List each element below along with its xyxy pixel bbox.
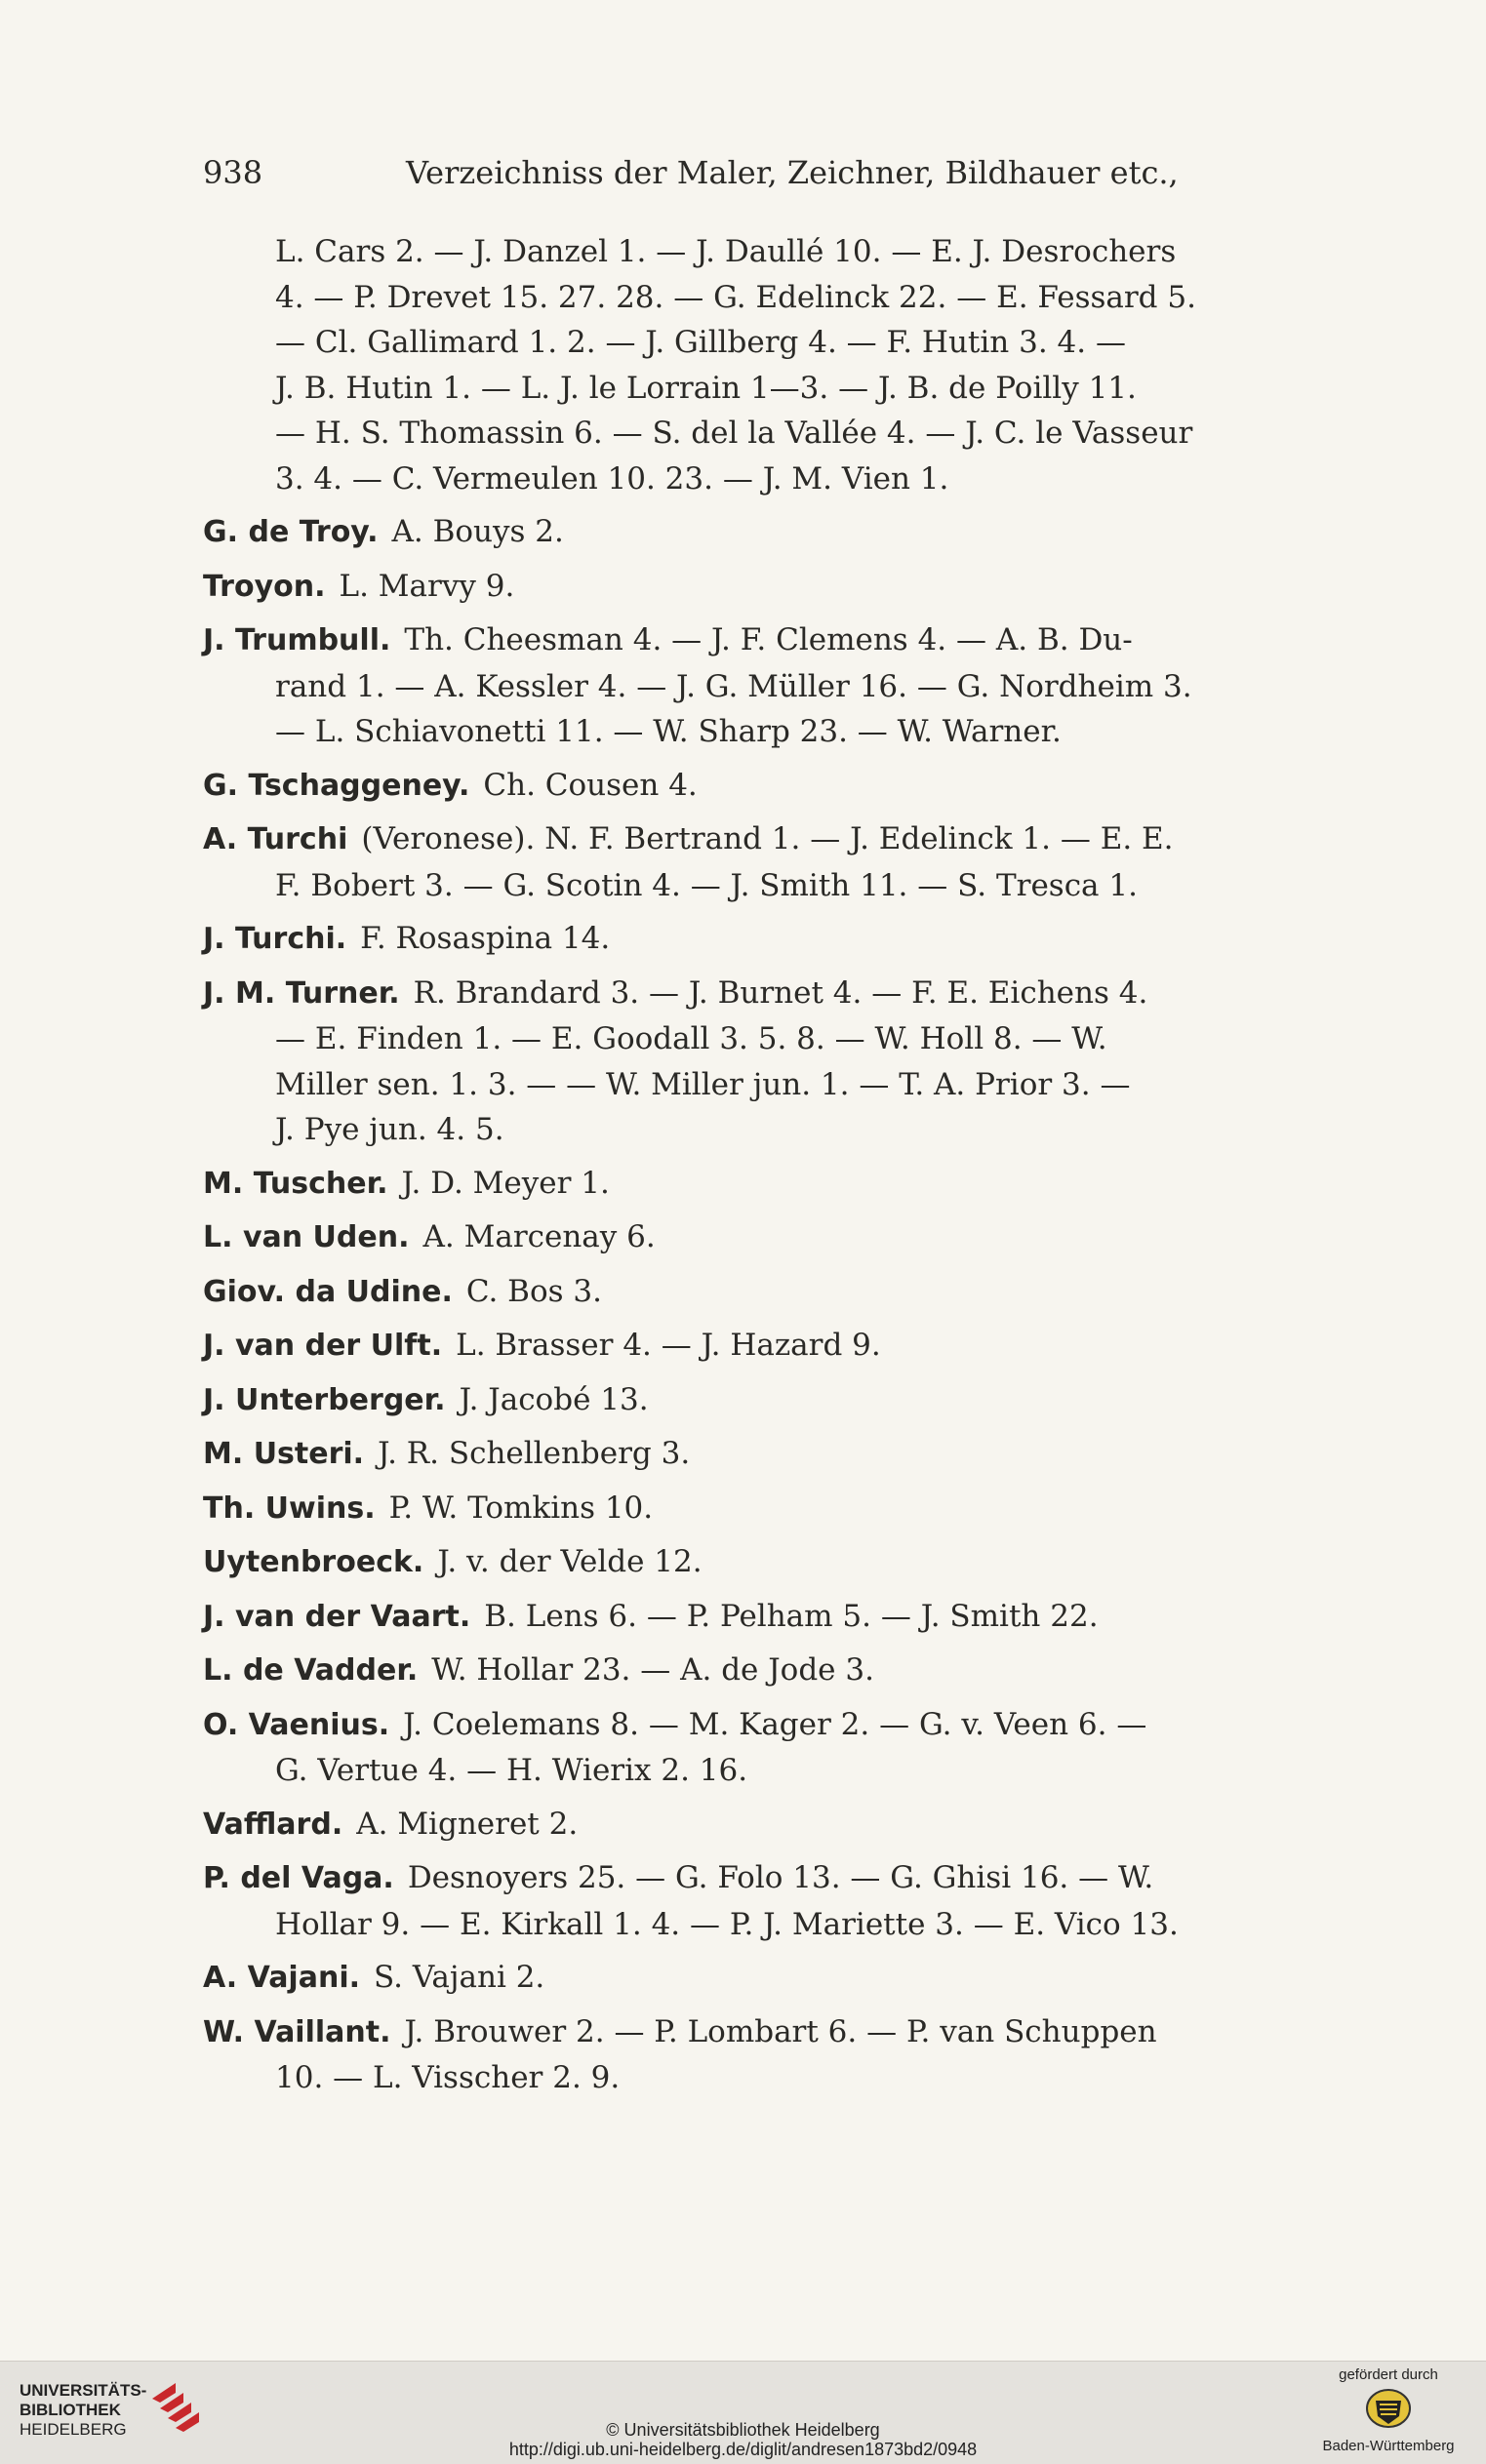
entry-line bbox=[203, 1107, 1315, 1153]
entry-line bbox=[203, 1855, 1315, 1902]
funded-by-label: gefördert durch bbox=[1339, 2366, 1438, 2383]
entry-line bbox=[203, 1539, 1315, 1586]
artist-name: Uytenbroeck. bbox=[203, 1545, 424, 1579]
artist-entry bbox=[203, 1377, 1315, 1424]
page-number: 938 bbox=[203, 154, 263, 191]
artist-name: W. Vaillant. bbox=[203, 2014, 391, 2049]
artist-entry bbox=[203, 564, 1315, 611]
artist-name: Troyon. bbox=[203, 569, 326, 604]
engravers-text: J. R. Schellenberg 3. bbox=[378, 1436, 691, 1471]
artist-name: M. Usteri. bbox=[203, 1437, 365, 1471]
artist-entry bbox=[203, 1323, 1315, 1370]
artist-name: A. Turchi bbox=[203, 822, 348, 856]
library-name-line: BIBLIOTHEK bbox=[20, 2401, 121, 2419]
engravers-text: Ch. Cousen 4. bbox=[483, 767, 698, 803]
engravers-text: F. Bobert 3. — G. Scotin 4. — J. Smith 11. — S. Tresca 1. bbox=[275, 867, 1138, 903]
engravers-text: Th. Cheesman 4. — J. F. Clemens 4. — A. B. Du- bbox=[404, 622, 1133, 657]
engravers-text: R. Brandard 3. — J. Burnet 4. — F. E. Eichens 4. bbox=[413, 974, 1148, 1011]
entry-line bbox=[203, 1062, 1315, 1108]
artist-entry bbox=[203, 1855, 1315, 1947]
artist-entry bbox=[203, 2009, 1315, 2101]
engravers-text: J. Pye jun. 4. 5. bbox=[275, 1112, 504, 1147]
engravers-text: rand 1. — A. Kessler 4. — J. G. Müller 16. — G. Nordheim 3. bbox=[275, 668, 1192, 704]
entry-line bbox=[203, 1648, 1315, 1694]
engravers-text: B. Lens 6. — P. Pelham 5. — J. Smith 22. bbox=[484, 1598, 1099, 1634]
index-entries bbox=[203, 229, 1315, 2109]
entry-line bbox=[203, 1323, 1315, 1370]
artist-entry bbox=[203, 1648, 1315, 1694]
artist-name: J. van der Ulft. bbox=[203, 1329, 443, 1363]
engravers-text: G. Vertue 4. — H. Wierix 2. 16. bbox=[275, 1753, 748, 1788]
artist-entry bbox=[203, 1802, 1315, 1848]
engravers-text: 10. — L. Visscher 2. 9. bbox=[275, 2060, 621, 2095]
artist-name: J. M. Turner. bbox=[203, 975, 400, 1011]
artist-name: G. de Troy. bbox=[203, 515, 379, 549]
artist-name: G. Tschaggeney. bbox=[203, 768, 470, 803]
continuation-entry bbox=[203, 229, 1315, 501]
artist-entry bbox=[203, 1539, 1315, 1586]
artist-entry bbox=[203, 763, 1315, 810]
library-name-line: HEIDELBERG bbox=[20, 2420, 127, 2439]
coat-of-arms-icon bbox=[1364, 2387, 1413, 2430]
artist-entry bbox=[203, 916, 1315, 963]
entry-line bbox=[203, 709, 1315, 755]
entry-line: J. B. Hutin 1. — L. J. le Lorrain 1—3. — J. B. de Poilly 11. bbox=[275, 370, 1137, 406]
entry-line: — Cl. Gallimard 1. 2. — J. Gillberg 4. — F. Hutin 3. 4. — bbox=[275, 325, 1126, 360]
funder-name: Baden-Württemberg bbox=[1322, 2438, 1455, 2454]
entry-line bbox=[203, 1902, 1315, 1948]
artist-entry bbox=[203, 1431, 1315, 1478]
artist-name: Vafflard. bbox=[203, 1807, 343, 1842]
artist-name: Th. Uwins. bbox=[203, 1490, 376, 1526]
entry-line: 3. 4. — C. Vermeulen 10. 23. — J. M. Vien 1. bbox=[275, 460, 949, 497]
artist-name: J. Turchi. bbox=[203, 922, 347, 956]
engravers-text: S. Vajani 2. bbox=[374, 1960, 545, 1995]
artist-name: Giov. da Udine. bbox=[203, 1274, 453, 1309]
entry-line bbox=[203, 1486, 1315, 1532]
engravers-text: A. Marcenay 6. bbox=[422, 1219, 656, 1254]
footer-bar bbox=[0, 2361, 1486, 2464]
entry-line bbox=[203, 1955, 1315, 2002]
entry-line bbox=[203, 1594, 1315, 1641]
entry-line bbox=[203, 1214, 1315, 1261]
permalink[interactable]: http://digi.ub.uni-heidelberg.de/diglit/andresen1873bd2/0948 bbox=[508, 2440, 978, 2459]
library-name-line: UNIVERSITÄTS- bbox=[20, 2381, 147, 2400]
entry-line bbox=[203, 916, 1315, 963]
engravers-text: F. Rosaspina 14. bbox=[360, 921, 611, 956]
artist-entry bbox=[203, 617, 1315, 755]
entry-line bbox=[203, 2009, 1315, 2056]
entry-line bbox=[203, 816, 1315, 863]
entry-line bbox=[203, 664, 1315, 710]
artist-name: M. Tuscher. bbox=[203, 1166, 388, 1201]
engravers-text: J. Coelemans 8. — M. Kager 2. — G. v. Veen 6. — bbox=[403, 1706, 1147, 1742]
entry-line bbox=[203, 1016, 1315, 1062]
artist-name: O. Vaenius. bbox=[203, 1707, 390, 1742]
engravers-text: Desnoyers 25. — G. Folo 13. — G. Ghisi 16. — W. bbox=[407, 1860, 1154, 1895]
entry-line bbox=[203, 1269, 1315, 1316]
entry-line bbox=[203, 763, 1315, 810]
artist-entry bbox=[203, 816, 1315, 908]
entry-line bbox=[203, 1161, 1315, 1208]
artist-name: J. Trumbull. bbox=[203, 623, 391, 657]
engravers-text: L. Brasser 4. — J. Hazard 9. bbox=[456, 1328, 881, 1363]
engravers-text: Miller sen. 1. 3. — — W. Miller jun. 1. — T. A. Prior 3. — bbox=[275, 1066, 1131, 1102]
engravers-text: W. Hollar 23. — A. de Jode 3. bbox=[431, 1652, 874, 1688]
artist-entry bbox=[203, 1161, 1315, 1208]
engravers-text: J. v. der Velde 12. bbox=[437, 1544, 703, 1579]
entry-line bbox=[203, 564, 1315, 611]
engravers-text: — E. Finden 1. — E. Goodall 3. 5. 8. — W. Holl 8. — W. bbox=[275, 1021, 1107, 1056]
entry-line: L. Cars 2. — J. Danzel 1. — J. Daullé 10. — E. J. Desrochers bbox=[275, 234, 1177, 269]
engravers-text: J. D. Meyer 1. bbox=[401, 1165, 610, 1201]
artist-entry bbox=[203, 1594, 1315, 1641]
artist-entry bbox=[203, 509, 1315, 556]
entry-list bbox=[203, 509, 1315, 2101]
funder-block bbox=[1310, 2366, 1466, 2454]
engravers-text: Hollar 9. — E. Kirkall 1. 4. — P. J. Mariette 3. — E. Vico 13. bbox=[275, 1906, 1179, 1942]
page-header bbox=[203, 154, 1325, 203]
artist-name: L. van Uden. bbox=[203, 1220, 410, 1254]
engravers-text: — L. Schiavonetti 11. — W. Sharp 23. — W. Warner. bbox=[275, 714, 1062, 749]
artist-entry bbox=[203, 971, 1315, 1153]
entry-line bbox=[203, 1431, 1315, 1478]
entry-line bbox=[203, 2055, 1315, 2101]
artist-name: L. de Vadder. bbox=[203, 1653, 419, 1688]
engravers-text: J. Jacobé 13. bbox=[459, 1381, 649, 1417]
entry-line bbox=[203, 1702, 1315, 1749]
entry-line: 4. — P. Drevet 15. 27. 28. — G. Edelinck 22. — E. Fessard 5. bbox=[275, 279, 1196, 315]
engravers-text: C. Bos 3. bbox=[465, 1273, 602, 1309]
entry-line bbox=[203, 1377, 1315, 1424]
artist-name: A. Vajani. bbox=[203, 1961, 361, 1995]
entry-line bbox=[203, 1802, 1315, 1848]
engravers-text: A. Bouys 2. bbox=[391, 514, 564, 549]
artist-entry bbox=[203, 1955, 1315, 2002]
running-title: Verzeichniss der Maler, Zeichner, Bildhauer etc., bbox=[406, 154, 1179, 191]
engravers-text: L. Marvy 9. bbox=[339, 568, 515, 604]
artist-name: P. del Vaga. bbox=[203, 1861, 394, 1895]
entry-line bbox=[203, 1748, 1315, 1794]
entry-line bbox=[203, 863, 1315, 909]
engravers-text: A. Migneret 2. bbox=[356, 1806, 579, 1842]
artist-name: J. van der Vaart. bbox=[203, 1599, 471, 1634]
engravers-text: J. Brouwer 2. — P. Lombart 6. — P. van Schuppen bbox=[404, 2013, 1157, 2049]
entry-line bbox=[203, 509, 1315, 556]
artist-name: J. Unterberger. bbox=[203, 1382, 446, 1417]
copyright-text: © Universitätsbibliothek Heidelberg bbox=[606, 2420, 880, 2440]
entry-line: — H. S. Thomassin 6. — S. del la Vallée 4. — J. C. le Vasseur bbox=[275, 416, 1193, 451]
engravers-text: P. W. Tomkins 10. bbox=[388, 1490, 654, 1526]
artist-entry bbox=[203, 1269, 1315, 1316]
artist-entry bbox=[203, 1214, 1315, 1261]
copyright-block bbox=[0, 2420, 1486, 2459]
engravers-text: (Veronese). N. F. Bertrand 1. — J. Edelinck 1. — E. E. bbox=[361, 821, 1174, 856]
artist-entry bbox=[203, 1702, 1315, 1794]
entry-line bbox=[203, 971, 1315, 1017]
entry-line bbox=[203, 617, 1315, 664]
artist-entry bbox=[203, 1486, 1315, 1532]
